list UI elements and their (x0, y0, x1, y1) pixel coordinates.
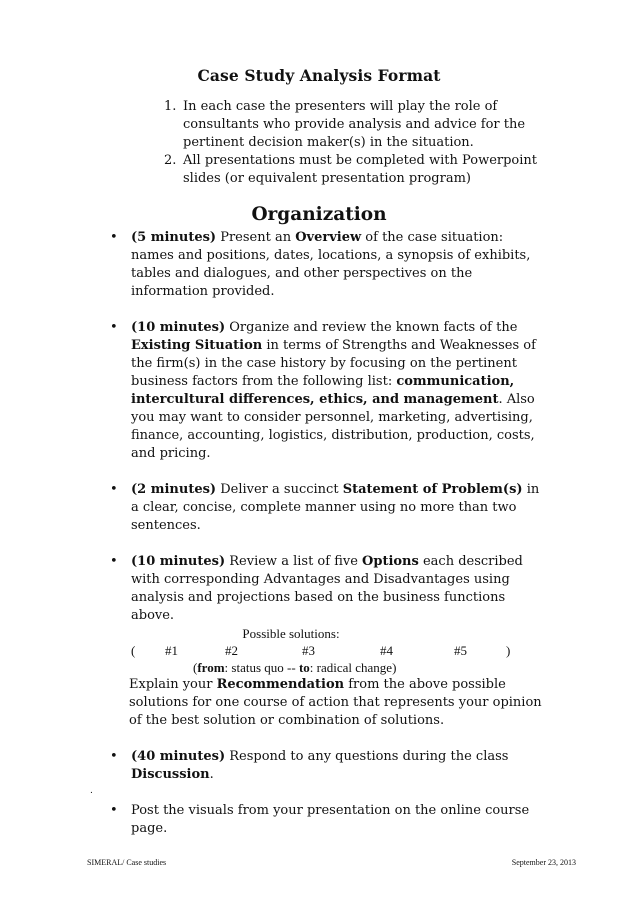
overview-keyword: Overview (295, 230, 362, 245)
solutions-title: Possible solutions: (242, 626, 340, 641)
possible-solutions (121, 625, 548, 676)
bullet-icon: • (110, 749, 118, 764)
overview-time: (5 minutes) (131, 230, 217, 245)
overview-text-2: of the case situation: names and positions, dates, locations, a synopsis of exhibits, tables and dialogues, and other perspectives on the information provided. (131, 230, 531, 299)
discussion-time: (40 minutes) (131, 749, 226, 764)
intro-item-text: All presentations must be completed with Powerpoint slides (or equivalent presentation program) (183, 153, 538, 186)
existing-factors: communication, intercultural differences, ethics, and management (131, 374, 515, 407)
solution-option: #3 (302, 643, 315, 658)
note-to: to (298, 660, 310, 675)
solutions-open-paren: ( (131, 643, 136, 658)
discussion-keyword: Discussion (131, 767, 210, 782)
bullet-icon: • (110, 803, 118, 818)
problem-keyword: Statement of Problem(s) (342, 482, 523, 497)
solution-option: #2 (225, 643, 238, 658)
existing-text-3: . Also you may want to consider personnel, marketing, advertising, finance, accounting, logistics, distribution, production, costs, and pricing. (131, 392, 535, 461)
options-keyword: Options (362, 554, 419, 569)
solution-option: #1 (165, 643, 178, 658)
overview-text-1: Present an (216, 230, 296, 245)
solutions-close-paren: ) (506, 643, 511, 658)
stray-mark: . (90, 786, 93, 796)
bullet-icon: • (110, 320, 118, 335)
rec-text-1: Explain your (129, 677, 217, 692)
overview-item (108, 229, 548, 301)
discussion-text-1: Respond to any questions during the class (225, 749, 509, 764)
note-open-paren: ( (193, 660, 198, 675)
organization-list (108, 229, 548, 856)
rec-text-2: from the above possible solutions for one course of action that represents your opinion of the best solution or combination of solutions. (129, 677, 542, 728)
note-mid: : status quo -- (224, 660, 299, 675)
bullet-icon: • (110, 230, 118, 245)
intro-item (160, 98, 550, 152)
existing-keyword: Existing Situation (131, 338, 263, 353)
discussion-text-2: . (209, 767, 214, 782)
solutions-row (121, 642, 516, 659)
existing-time: (10 minutes) (131, 320, 226, 335)
options-item (108, 553, 548, 730)
problem-text-2: in a clear, concise, complete manner using no more than two sentences. (131, 482, 540, 533)
existing-text-2: in terms of Strengths and Weaknesses of the firm(s) in the case history by focusing on the pertinent business factors from the following list: (131, 338, 536, 389)
options-text-1: Review a list of five (225, 554, 363, 569)
solution-option: #4 (380, 643, 393, 658)
bullet-icon: • (110, 554, 118, 569)
intro-item (160, 152, 550, 188)
document-title: Case Study Analysis Format (197, 66, 441, 85)
discussion-item (108, 748, 548, 784)
options-time: (10 minutes) (131, 554, 226, 569)
existing-situation-item (108, 319, 548, 463)
problem-time: (2 minutes) (131, 482, 217, 497)
rec-keyword: Recommendation (216, 677, 345, 692)
note-from: from (197, 660, 225, 675)
recommendation-paragraph (129, 676, 548, 730)
bullet-icon: • (110, 482, 118, 497)
footer-date: September 23, 2013 (511, 858, 576, 867)
intro-item-number: 2. (164, 153, 177, 168)
intro-list (160, 98, 550, 188)
footer-author: SIMERAL/ Case studies (87, 858, 167, 867)
intro-item-number: 1. (164, 99, 177, 114)
problem-text-1: Deliver a succinct (216, 482, 343, 497)
note-end: : radical change) (309, 660, 397, 675)
post-visuals-item (108, 802, 548, 838)
organization-heading: Organization (251, 204, 387, 225)
intro-item-text: In each case the presenters will play the role of consultants who provide analysis and advice for the pertinent decision maker(s) in the situation. (183, 99, 526, 150)
problem-statement-item (108, 481, 548, 535)
solution-option: #5 (454, 643, 467, 658)
options-text-2: each described with corresponding Advantages and Disadvantages using analysis and projections based on the business functions above. (131, 554, 523, 623)
existing-text-1: Organize and review the known facts of the (225, 320, 518, 335)
solutions-range-note (121, 659, 548, 676)
post-text: Post the visuals from your presentation on the online course page. (131, 803, 530, 836)
